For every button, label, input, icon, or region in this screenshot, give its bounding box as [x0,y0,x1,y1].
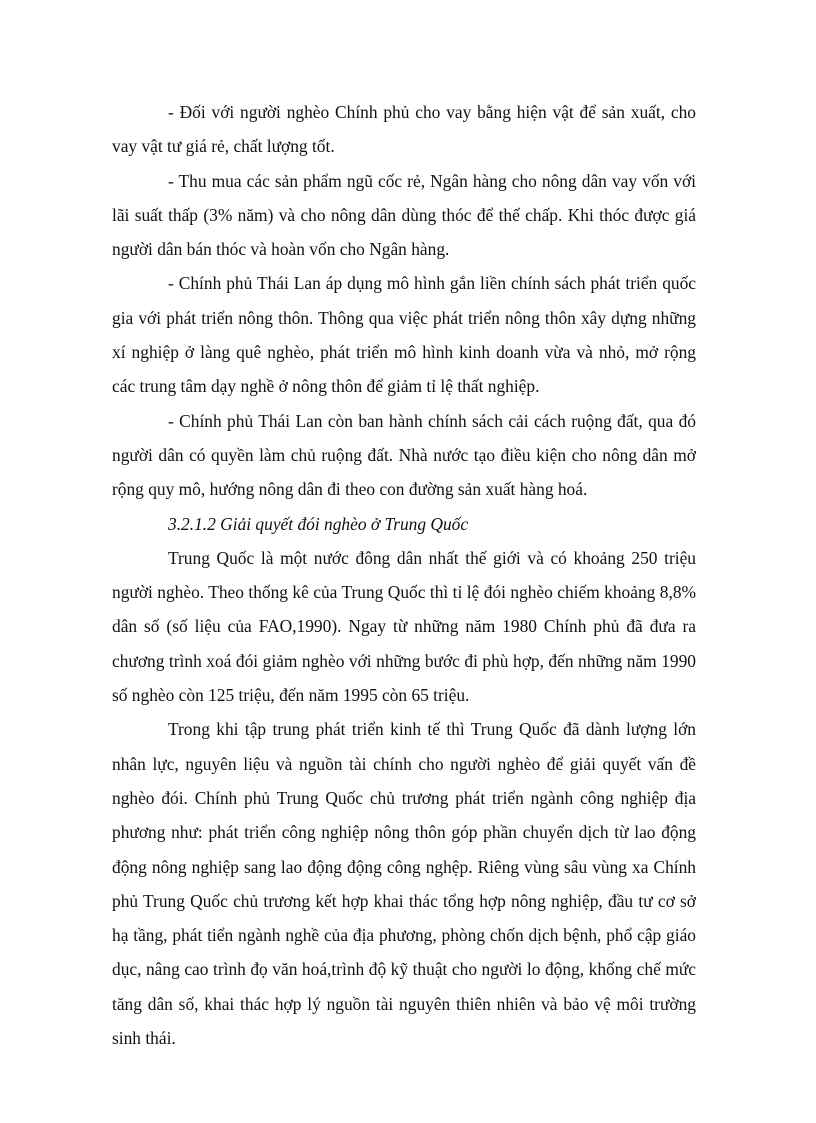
paragraph-china-policies: Trong khi tập trung phát triển kinh tế thì Trung Quốc đã dành lượng lớn nhân lực, nguyên liệu và nguồn tài chính cho người nghèo để giải quyết vấn đề nghèo đói. Chính phủ Trung Quốc chủ trương phát triển ngành công nghiệp địa phương như: phát triển công nghiệp nông thôn góp phần chuyển dịch từ lao động động nông nghiệp sang lao động động công nghệp. Riêng vùng sâu vùng xa Chính phủ Trung Quốc chủ trương kết hợp khai thác tổng hợp nông nghiệp, đầu tư cơ sở hạ tầng, phát tiển ngành nghề của địa phương, phòng chốn dịch bệnh, phổ cập giáo dục, nâng cao trình đọ văn hoá,trình độ kỹ thuật cho người lo động, khống chế mức tăng dân số, khai thác hợp lý nguồn tài nguyên thiên nhiên và bảo vệ môi trường sinh thái. [112,719,696,1049]
paragraph-china-poverty-stats: Trung Quốc là một nước đông dân nhất thế giới và có khoảng 250 triệu người nghèo. Theo thống kê của Trung Quốc thì tỉ lệ đói nghèo chiếm khoảng 8,8% dân số (số liệu của FAO,1990). Ngay từ những năm 1980 Chính phủ đã đưa ra chương trình xoá đói giảm nghèo với những bước đi phù hợp, đến những năm 1990 số nghèo còn 125 triệu, đến năm 1995 còn 65 triệu. [112,547,696,706]
paragraph-thai-loans: - Đối với người nghèo Chính phủ cho vay bằng hiện vật để sản xuất, cho vay vật tư giá rẻ, chất lượng tốt. [112,102,696,157]
section-heading: 3.2.1.2 Giải quyết đói nghèo ở Trung Quốc [168,513,469,534]
paragraph-thai-land-reform: - Chính phủ Thái Lan còn ban hành chính sách cải cách ruộng đất, qua đó người dân có quyền làm chủ ruộng đất. Nhà nước tạo điều kiện cho nông dân mở rộng quy mô, hướng nông dân đi theo con đường sản xuất hàng hoá. [112,410,696,500]
paragraph-thai-rural-development: - Chính phủ Thái Lan áp dụng mô hình gắn liền chính sách phát triển quốc gia với phát triển nông thôn. Thông qua việc phát triển nông thôn xây dựng những xí nghiệp ở làng quê nghèo, phát triển mô hình kinh doanh vừa và nhỏ, mở rộng các trung tâm dạy nghề ở nông thôn để giảm tỉ lệ thất nghiệp. [112,273,696,397]
document-page [112,95,696,1055]
paragraph-thai-grain-purchase: - Thu mua các sản phẩm ngũ cốc rẻ, Ngân hàng cho nông dân vay vốn với lãi suất thấp (3% năm) và cho nông dân dùng thóc để thế chấp. Khi thóc được giá người dân bán thóc và hoàn vốn cho Ngân hàng. [112,170,696,260]
